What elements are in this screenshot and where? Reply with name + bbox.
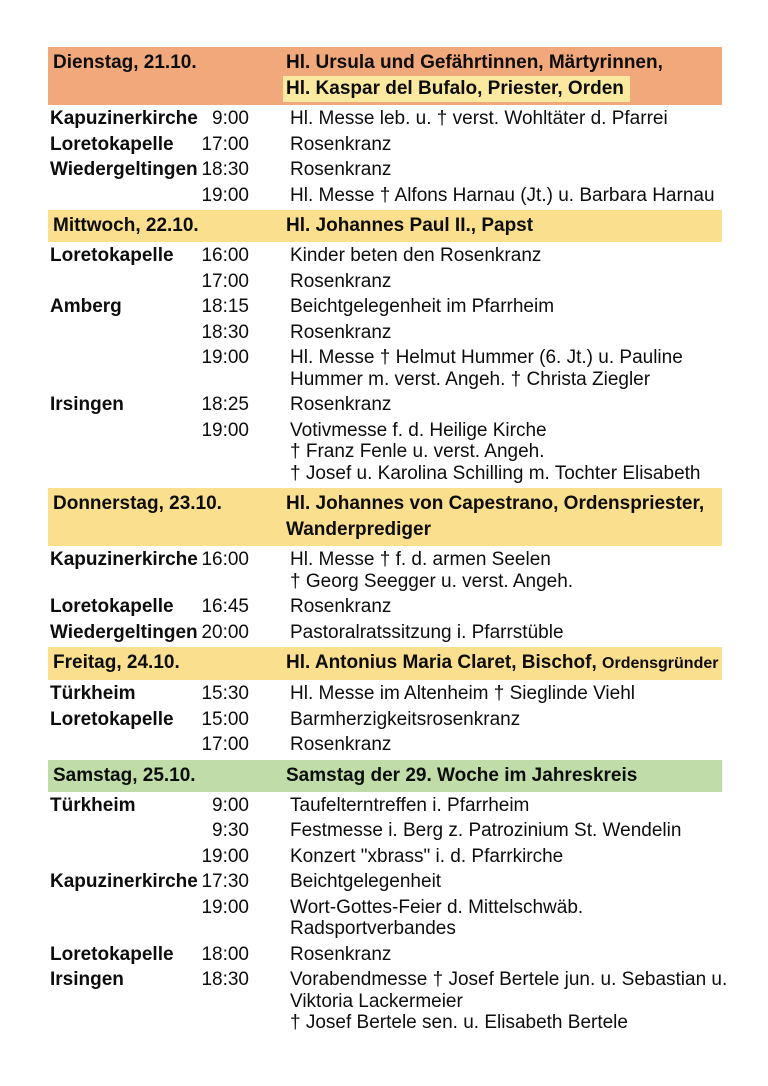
section-rows [48,683,722,756]
location-cell: Türkheim [50,683,136,704]
time-cell: 16:00 [201,245,249,266]
description-line: Wort-Gottes-Feier d. Mittelschwäb. [290,896,584,918]
description-cell [290,347,722,390]
description-cell [290,134,722,156]
time-cell: 18:30 [201,969,249,990]
location-cell: Wiedergeltingen [50,621,198,643]
description-line: Radsportverbandes [290,918,456,939]
time-cell: 19:00 [201,896,249,918]
description-cell [290,846,722,868]
day-title [286,491,722,543]
time-cell: 18:30 [201,159,249,180]
day-header-bar [48,647,722,680]
schedule-row [48,394,722,416]
description-line: Hl. Messe † Alfons Harnau (Jt.) u. Barbara Harnau [290,184,715,206]
title-segment: Hl. Antonius Maria Claret, Bischof, [286,652,603,673]
location-cell: Kapuzinerkirche [50,549,198,570]
description-line: Rosenkranz [290,734,392,755]
description-cell [290,296,722,318]
description-cell [290,622,722,644]
day-header-bar [48,488,722,546]
title-segment: Hl. Johannes Paul II., Papst [286,215,534,236]
description-line: Rosenkranz [290,943,392,965]
schedule-row [48,969,728,1034]
description-cell [290,185,722,207]
time-cell: 15:30 [201,683,249,704]
schedule-row [48,683,722,705]
location-cell: Amberg [50,296,122,317]
title-segment: Hl. Kaspar del Bufalo, Priester, Orden [286,78,624,99]
schedule-row [48,622,722,644]
description-line: Vorabendmesse † Josef Bertele jun. u. Sebastian u. [290,969,728,990]
description-cell [290,322,722,344]
time-cell: 17:00 [201,734,249,755]
time-cell: 18:15 [201,296,249,317]
day-title-line [286,491,722,517]
schedule-table [48,47,728,1038]
day-title-line [286,50,722,76]
day-header-bar [48,47,722,105]
section-rows [48,108,722,206]
description-line: Hl. Messe leb. u. † verst. Wohltäter d. Pfarrei [290,108,668,129]
description-line: Beichtgelegenheit [290,871,442,892]
schedule-row [48,245,722,267]
description-line: Rosenkranz [290,133,392,155]
time-cell: 15:00 [201,708,249,730]
description-cell [290,394,722,416]
title-segment: Samstag der 29. Woche im Jahreskreis [286,764,638,786]
description-line: Viktoria Lackermeier [290,990,463,1012]
schedule-row [48,944,722,966]
schedule-row [48,185,722,207]
description-line: Taufelterntreffen i. Pfarrheim [290,794,530,816]
time-cell: 18:25 [201,394,249,415]
location-cell: Türkheim [50,794,136,816]
time-cell: 20:00 [201,621,249,643]
schedule-row [48,820,722,842]
description-cell [290,795,722,817]
description-cell [290,709,722,731]
description-line: Hl. Messe im Altenheim † Sieglinde Viehl [290,683,635,704]
schedule-row [48,734,722,756]
location-cell: Irsingen [50,969,124,990]
section-rows [48,245,722,484]
day-section [48,488,722,643]
schedule-row [48,134,722,156]
location-cell: Loretokapelle [50,133,174,155]
description-line: † Josef Bertele sen. u. Elisabeth Bertele [290,1012,628,1033]
description-cell [290,420,722,485]
schedule-row [48,108,722,130]
description-line: † Franz Fenle u. verst. Angeh. [290,441,545,462]
description-line: Rosenkranz [290,321,392,343]
title-segment: Wanderprediger [286,519,431,540]
time-cell: 9:00 [212,108,249,129]
time-cell: 9:30 [212,820,249,841]
schedule-row [48,296,722,318]
location-cell: Irsingen [50,394,124,415]
description-cell [290,596,722,618]
description-line: Rosenkranz [290,394,392,415]
day-label: Donnerstag, 23.10. [53,493,222,514]
description-cell [290,897,722,940]
day-label: Freitag, 24.10. [53,652,180,673]
schedule-row [48,709,722,731]
description-cell [290,969,728,1034]
description-line: Rosenkranz [290,270,392,292]
description-line: † Georg Seegger u. verst. Angeh. [290,570,574,592]
schedule-row [48,549,722,592]
description-line: Rosenkranz [290,596,392,617]
time-cell: 17:30 [201,871,249,892]
description-cell [290,683,722,705]
time-cell: 17:00 [201,133,249,155]
day-title-line [286,76,722,102]
time-cell: 19:00 [201,184,249,206]
description-line: Konzert "xbrass" i. d. Pfarrkirche [290,845,564,867]
schedule-row [48,420,722,485]
description-line: Hl. Messe † f. d. armen Seelen [290,549,551,570]
schedule-row [48,322,722,344]
day-title-line [286,517,722,543]
schedule-row [48,846,722,868]
description-cell [290,734,722,756]
description-line: Barmherzigkeitsrosenkranz [290,708,521,730]
title-highlight [283,76,630,102]
day-title-line [286,763,722,789]
description-cell [290,108,722,130]
description-line: Hl. Messe † Helmut Hummer (6. Jt.) u. Pauline [290,347,683,368]
day-header-bar [48,210,722,242]
description-cell [290,271,722,293]
schedule-row [48,347,722,390]
description-cell [290,820,722,842]
day-section [48,210,722,484]
day-label: Samstag, 25.10. [53,764,196,786]
description-line: Kinder beten den Rosenkranz [290,245,542,266]
title-segment: Hl. Johannes von Capestrano, Ordenspriester, [286,493,705,514]
description-line: † Josef u. Karolina Schilling m. Tochter Elisabeth [290,462,701,484]
title-segment: Hl. Ursula und Gefährtinnen, Märtyrinnen, [286,52,663,73]
description-cell [290,245,722,267]
time-cell: 18:30 [201,321,249,343]
day-title [286,650,722,677]
title-segment: Ordensgründer [602,655,719,672]
schedule-row [48,795,722,817]
day-header-bar [48,760,722,792]
description-line: Votivmesse f. d. Heilige Kirche [290,419,547,441]
time-cell: 19:00 [201,845,249,867]
schedule-row [48,159,722,181]
section-rows [48,794,728,1034]
day-title-line [286,213,722,239]
schedule-row [48,271,722,293]
description-cell [290,871,722,893]
day-section [48,760,728,1034]
day-section [48,647,722,756]
time-cell: 9:00 [212,794,249,816]
description-line: Pastoralratssitzung i. Pfarrstüble [290,621,564,643]
description-line: Festmesse i. Berg z. Patrozinium St. Wendelin [290,820,682,841]
day-title [286,213,722,239]
day-title-line [286,650,722,677]
day-title [286,50,722,102]
description-line: Rosenkranz [290,159,392,180]
time-cell: 19:00 [201,419,249,441]
section-rows [48,549,722,643]
day-section [48,47,722,206]
description-line: Hummer m. verst. Angeh. † Christa Ziegler [290,368,651,390]
location-cell: Wiedergeltingen [50,159,198,180]
location-cell: Kapuzinerkirche [50,108,198,129]
description-cell [290,944,722,966]
description-cell [290,159,722,181]
description-line: Beichtgelegenheit im Pfarrheim [290,296,555,317]
location-cell: Loretokapelle [50,708,174,730]
day-label: Dienstag, 21.10. [53,52,197,73]
location-cell: Loretokapelle [50,245,174,266]
schedule-row [48,871,722,893]
time-cell: 16:00 [201,549,249,570]
location-cell: Loretokapelle [50,596,174,617]
time-cell: 16:45 [201,596,249,617]
description-cell [290,549,722,592]
time-cell: 18:00 [201,943,249,965]
schedule-row [48,897,722,940]
location-cell: Loretokapelle [50,943,174,965]
day-label: Mittwoch, 22.10. [53,215,199,236]
time-cell: 17:00 [201,270,249,292]
time-cell: 19:00 [201,347,249,368]
day-title [286,763,722,789]
location-cell: Kapuzinerkirche [50,871,198,892]
schedule-row [48,596,722,618]
